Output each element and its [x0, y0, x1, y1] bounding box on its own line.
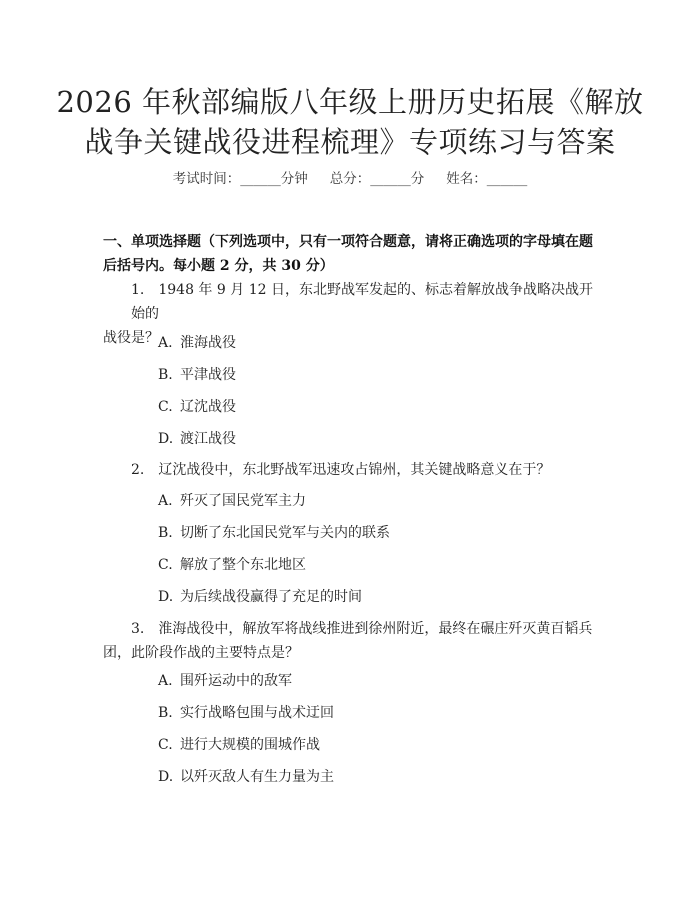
option-2-a: A. 歼灭了国民党军主力	[158, 493, 306, 509]
option-1-c: C. 辽沈战役	[158, 399, 236, 415]
exam-meta	[0, 167, 700, 187]
question-stem-1: 1. 1948 年 9 月 12 日，东北野战军发起的、标志着解放战争战略决战开始的 战役是？	[103, 282, 593, 346]
title-line-1: 2026 年秋部编版八年级上册历史拓展《解放	[56, 85, 644, 119]
option-2-b: B. 切断了东北国民党军与关内的联系	[158, 525, 390, 541]
option-3-a: A. 围歼运动中的敌军	[158, 673, 292, 689]
option-3-b: B. 实行战略包围与战术迂回	[158, 705, 334, 721]
exam-time-field: 考试时间：______分钟	[172, 171, 308, 187]
option-2-c: C. 解放了整个东北地区	[158, 557, 306, 573]
total-score-field: 总分：______分	[329, 171, 425, 187]
option-3-c: C. 进行大规模的围城作战	[158, 737, 320, 753]
section-heading: 一、单项选择题（下列选项中，只有一项符合题意，请将正确选项的字母填在题 后括号内。每小题 2 分，共 30 分）	[103, 234, 593, 274]
question-stem-3: 3. 淮海战役中，解放军将战线推进到徐州附近，最终在碾庄歼灭黄百韬兵 团，此阶段作战的主要特点是？	[103, 621, 593, 661]
title-line-2: 战争关键战役进程梳理》专项练习与答案	[84, 125, 616, 159]
option-1-b: B. 平津战役	[158, 367, 236, 383]
question-stem-2: 2. 辽沈战役中，东北野战军迅速攻占锦州，其关键战略意义在于？	[131, 462, 551, 478]
option-3-d: D. 以歼灭敌人有生力量为主	[158, 769, 334, 785]
option-2-d: D. 为后续战役赢得了充足的时间	[158, 589, 362, 605]
student-name-field: 姓名：______	[446, 171, 528, 187]
option-1-a: A. 淮海战役	[158, 335, 236, 351]
option-1-d: D. 渡江战役	[158, 431, 236, 447]
